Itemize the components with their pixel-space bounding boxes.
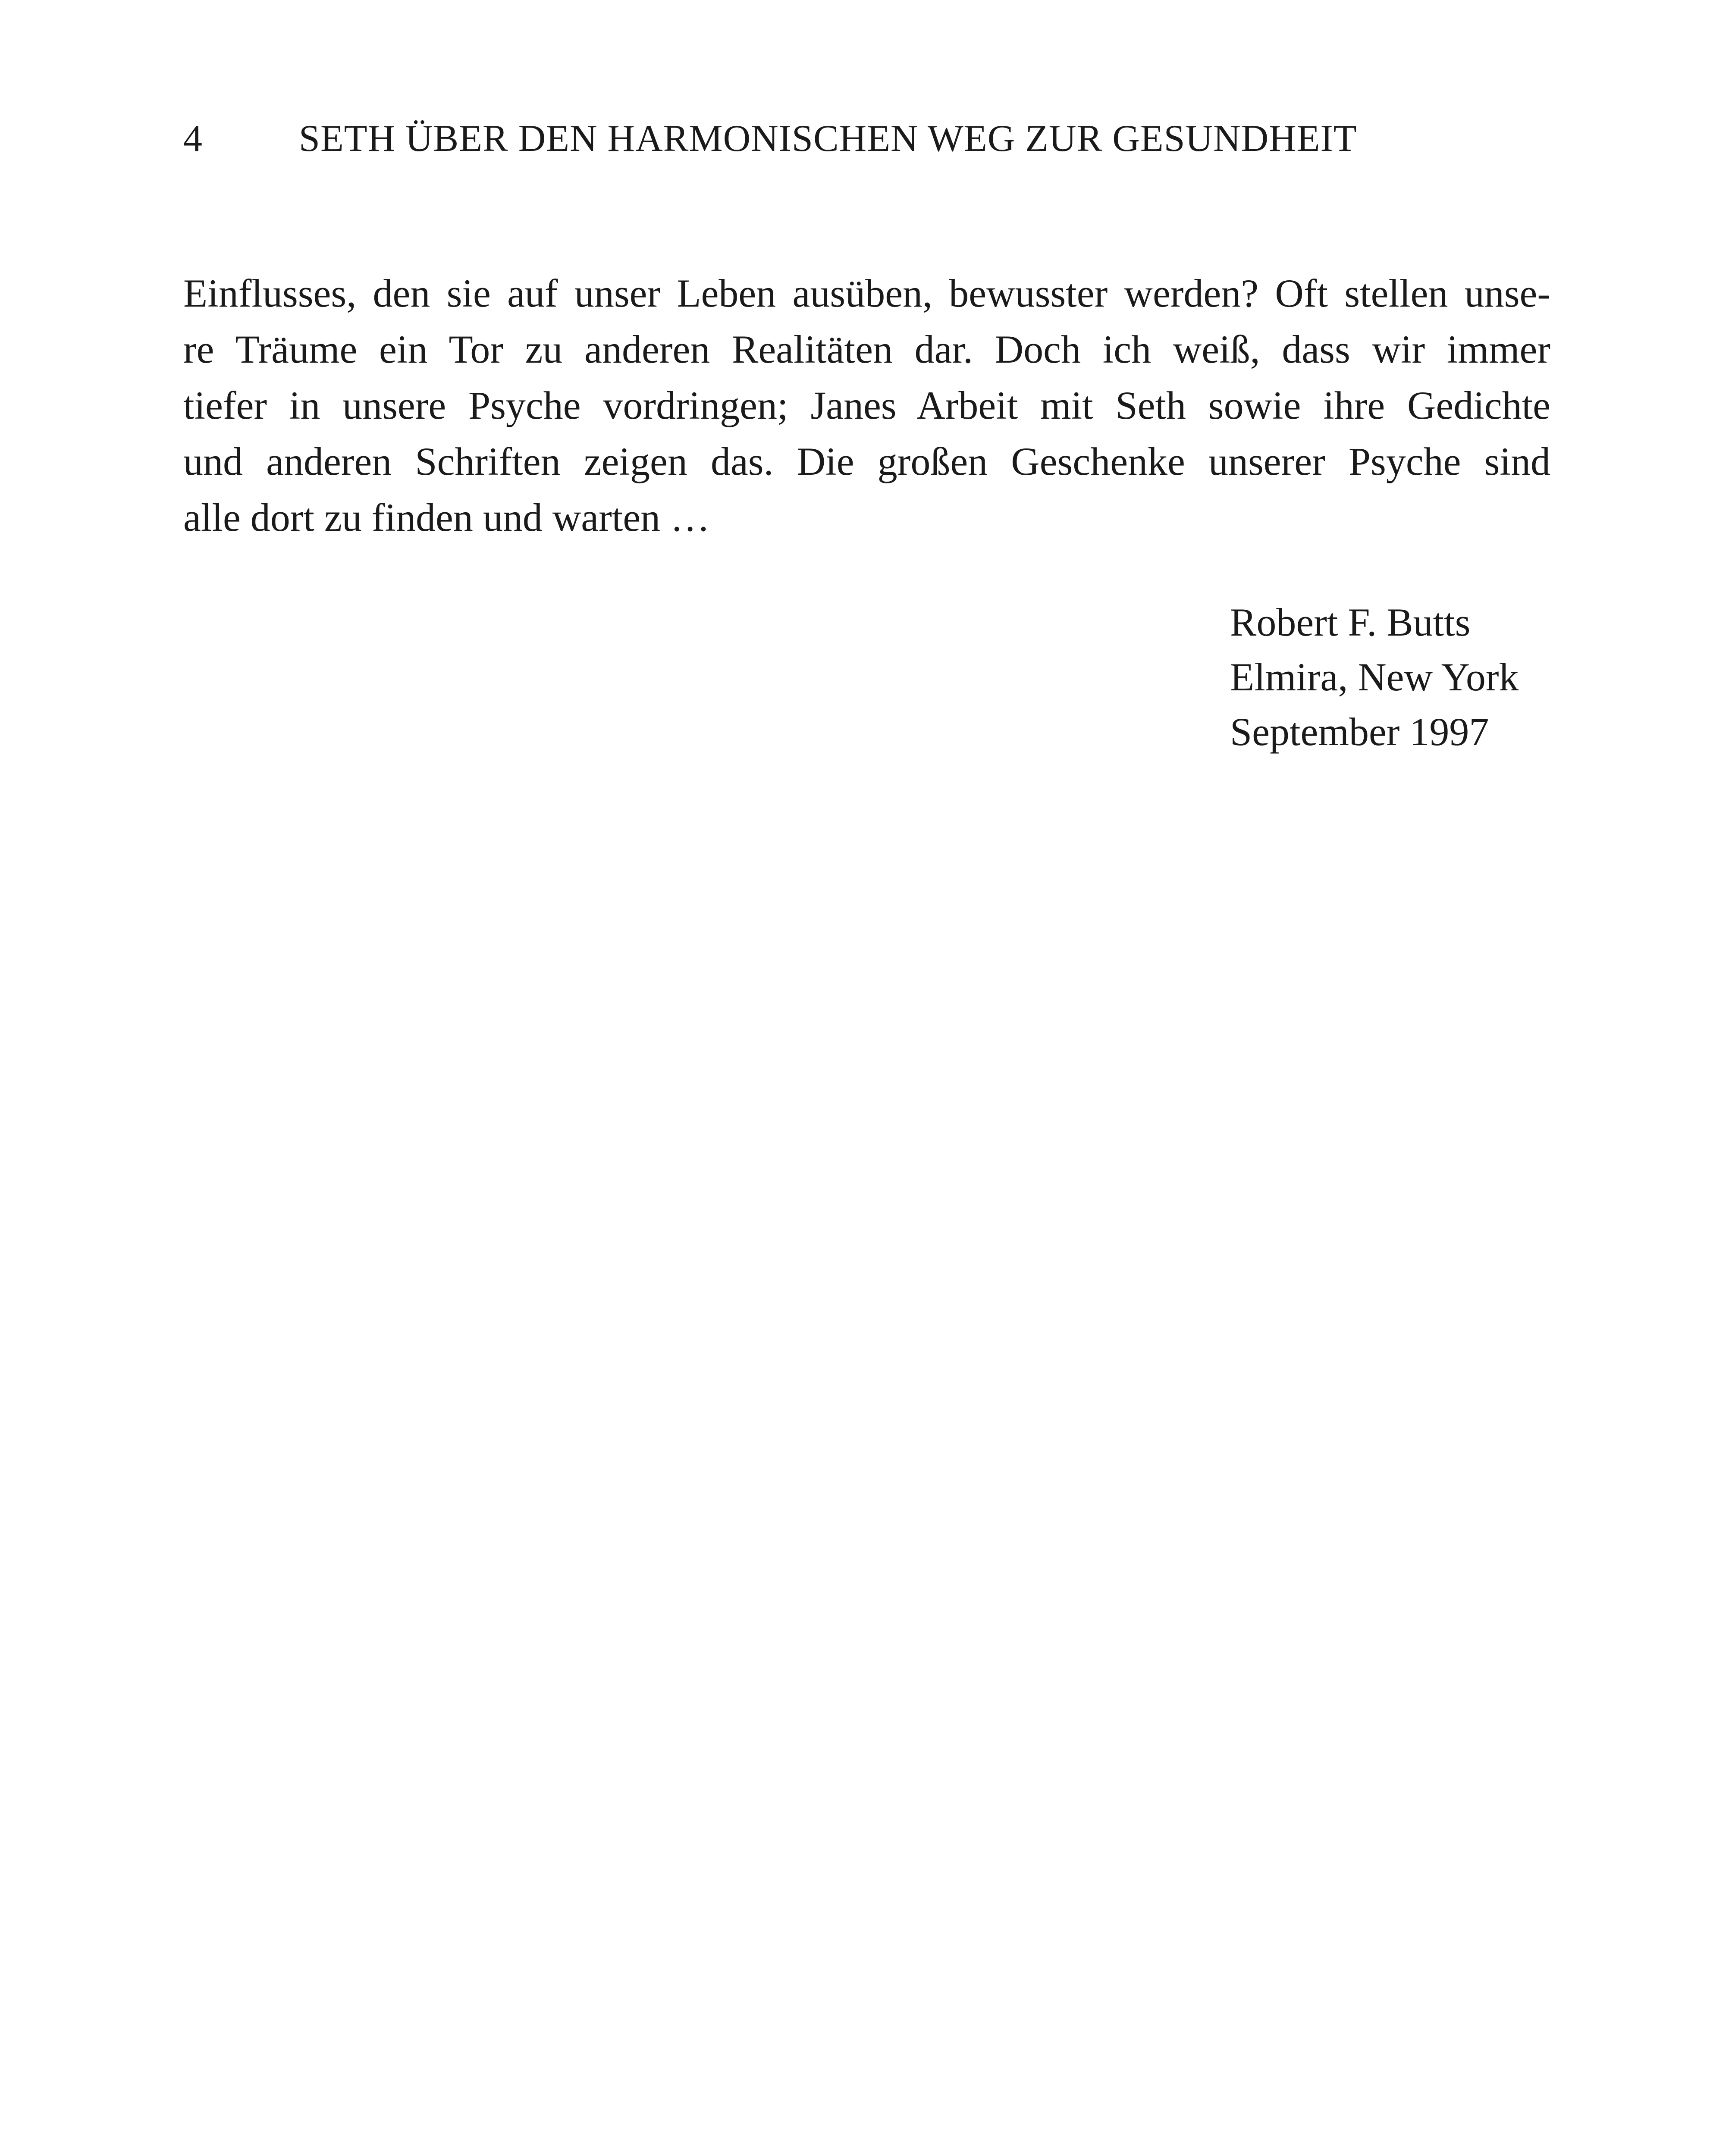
page-number: 4 <box>183 118 203 160</box>
body-line: re Träume ein Tor zu anderen Realitäten dar. Doch ich weiß, dass wir immer <box>183 327 1550 371</box>
signature-block <box>1230 595 1519 759</box>
body-line: und anderen Schriften zeigen das. Die großen Geschenke unserer Psyche sind <box>183 439 1550 483</box>
signature-date: September 1997 <box>1230 710 1489 754</box>
body-line: Einflusses, den sie auf unser Leben ausüben, bewusster werden? Oft stellen unse- <box>183 271 1550 315</box>
book-title: SETH ÜBER DEN HARMONISCHEN WEG ZUR GESUNDHEIT <box>299 118 1357 160</box>
body-line: tiefer in unsere Psyche vordringen; Janes Arbeit mit Seth sowie ihre Gedichte <box>183 383 1550 427</box>
author-place: Elmira, New York <box>1230 655 1519 699</box>
body-line: alle dort zu finden und warten … <box>183 495 710 539</box>
running-head <box>183 113 1550 165</box>
body-paragraph <box>183 265 1550 545</box>
author-name: Robert F. Butts <box>1230 600 1471 644</box>
